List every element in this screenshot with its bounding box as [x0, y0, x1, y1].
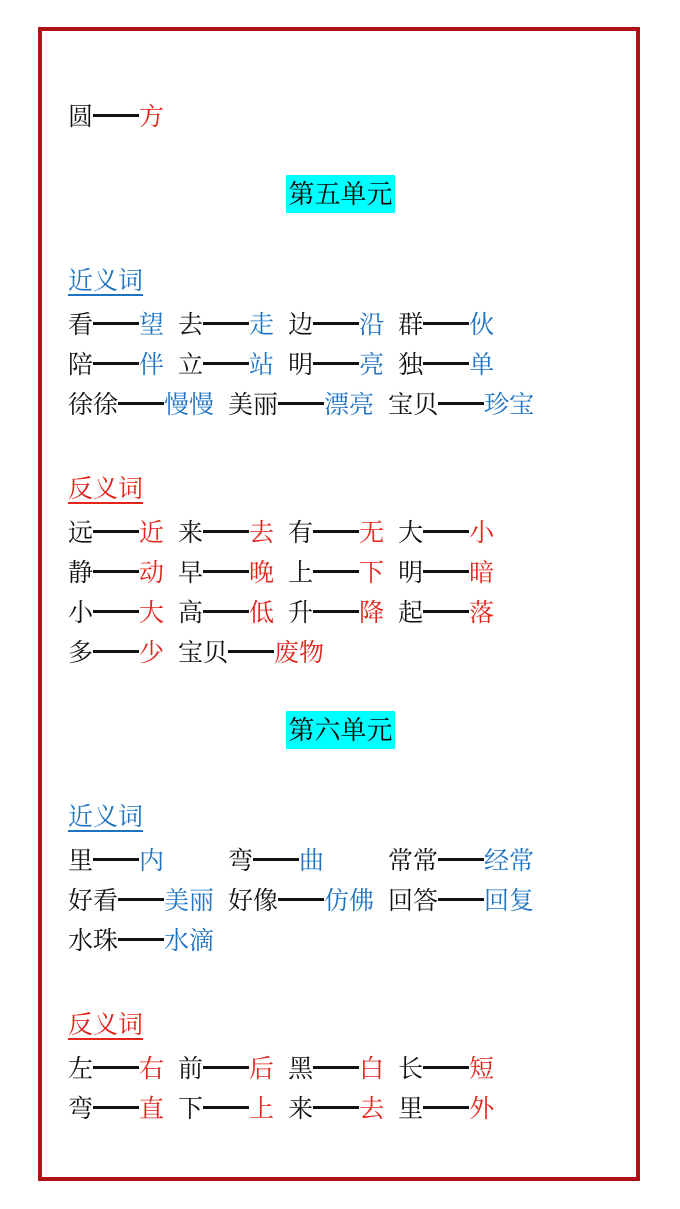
word-left: 好看: [68, 887, 119, 915]
word-pair: [68, 921, 228, 957]
word-pair: [178, 513, 274, 549]
word-pair: [68, 345, 164, 381]
dash-line: [278, 898, 324, 901]
word-pair-row: [68, 551, 613, 591]
word-left: 明: [288, 351, 314, 379]
group-heading-row: [68, 467, 613, 507]
dash-line: [93, 858, 139, 861]
dash-line: [118, 402, 164, 405]
word-right: 上: [249, 1095, 275, 1123]
word-right: 水滴: [164, 927, 215, 955]
word-right: 仿佛: [324, 887, 375, 915]
word-right: 去: [359, 1095, 385, 1123]
word-left: 远: [68, 519, 94, 547]
word-right: 站: [249, 351, 275, 379]
synonym-group: [68, 795, 613, 959]
dash-line: [313, 1066, 359, 1069]
word-right: 美丽: [164, 887, 215, 915]
word-pair: [68, 1089, 164, 1125]
word-left: 回答: [388, 887, 439, 915]
word-pair-row: [68, 303, 613, 343]
word-pair: [68, 97, 164, 133]
dash-line: [423, 322, 469, 325]
word-pair: [68, 513, 164, 549]
word-right: 后: [249, 1055, 275, 1083]
word-left: 水珠: [68, 927, 119, 955]
word-right: 少: [139, 639, 165, 667]
word-right: 沿: [359, 311, 385, 339]
word-pair: [228, 385, 374, 421]
word-left: 徐徐: [68, 391, 119, 419]
word-pair: [398, 305, 494, 341]
word-left: 长: [398, 1055, 424, 1083]
word-pair: [288, 513, 384, 549]
group-heading: 反义词: [68, 475, 144, 503]
unit-title-highlight: 第六单元: [286, 711, 394, 749]
word-right: 短: [469, 1055, 495, 1083]
dash-line: [93, 610, 139, 613]
word-left: 圆: [68, 103, 94, 131]
dash-line: [118, 938, 164, 941]
word-right: 降: [359, 599, 385, 627]
word-left: 弯: [228, 847, 254, 875]
word-pair: [398, 345, 494, 381]
word-pair-row: [68, 631, 613, 671]
word-pair: [68, 305, 164, 341]
dash-line: [93, 1066, 139, 1069]
word-pair-row: [68, 511, 613, 551]
word-pair: [288, 593, 384, 629]
word-right: 伴: [139, 351, 165, 379]
group-heading-row: [68, 1003, 613, 1043]
word-right: 曲: [299, 847, 325, 875]
word-pair: [398, 513, 494, 549]
word-right: 晚: [249, 559, 275, 587]
word-pair: [68, 841, 228, 877]
dash-line: [93, 570, 139, 573]
dash-line: [93, 530, 139, 533]
word-right: 无: [359, 519, 385, 547]
word-pair: [398, 1049, 494, 1085]
word-left: 好像: [228, 887, 279, 915]
word-pair-row: [68, 383, 613, 423]
dash-line: [203, 322, 249, 325]
word-left: 里: [398, 1095, 424, 1123]
dash-line: [313, 530, 359, 533]
dash-line: [253, 858, 299, 861]
dash-line: [203, 1066, 249, 1069]
word-pair: [178, 633, 324, 669]
word-pair: [68, 385, 214, 421]
word-right: 漂亮: [324, 391, 375, 419]
word-right: 珍宝: [484, 391, 535, 419]
word-left: 上: [288, 559, 314, 587]
group-heading: 反义词: [68, 1011, 144, 1039]
word-pair: [228, 841, 388, 877]
word-right: 废物: [274, 639, 325, 667]
word-right: 伙: [469, 311, 495, 339]
dash-line: [118, 898, 164, 901]
word-right: 走: [249, 311, 275, 339]
word-left: 多: [68, 639, 94, 667]
word-pair: [398, 553, 494, 589]
dash-line: [203, 362, 249, 365]
word-pair: [68, 553, 164, 589]
dash-line: [313, 1106, 359, 1109]
word-pair-row: [68, 919, 613, 959]
word-pair: [178, 553, 274, 589]
unit-title-row: [68, 711, 613, 751]
word-pair: [288, 305, 384, 341]
word-pair-row: [68, 1047, 613, 1087]
dash-line: [438, 858, 484, 861]
word-pair: [288, 553, 384, 589]
dash-line: [93, 114, 139, 117]
word-pair: [178, 1089, 274, 1125]
word-right: 直: [139, 1095, 165, 1123]
word-left: 看: [68, 311, 94, 339]
word-pair: [388, 385, 534, 421]
word-left: 前: [178, 1055, 204, 1083]
word-right: 白: [359, 1055, 385, 1083]
word-pair: [178, 305, 274, 341]
word-left: 独: [398, 351, 424, 379]
word-right: 落: [469, 599, 495, 627]
word-right: 去: [249, 519, 275, 547]
group-heading-row: [68, 259, 613, 299]
word-right: 暗: [469, 559, 495, 587]
word-pair: [68, 881, 228, 917]
word-pair-row: [68, 879, 613, 919]
word-left: 常常: [388, 847, 439, 875]
word-left: 边: [288, 311, 314, 339]
word-left: 宝贝: [388, 391, 439, 419]
dash-line: [423, 1106, 469, 1109]
word-right: 大: [139, 599, 165, 627]
unit-title-row: [68, 175, 613, 215]
word-left: 起: [398, 599, 424, 627]
word-left: 大: [398, 519, 424, 547]
word-pair: [288, 1049, 384, 1085]
dash-line: [438, 402, 484, 405]
word-right: 回复: [484, 887, 535, 915]
word-right: 单: [469, 351, 495, 379]
group-heading-row: [68, 795, 613, 835]
word-left: 弯: [68, 1095, 94, 1123]
word-pair: [388, 881, 613, 917]
word-right: 近: [139, 519, 165, 547]
word-right: 经常: [484, 847, 535, 875]
word-left: 来: [178, 519, 204, 547]
word-right: 小: [469, 519, 495, 547]
dash-line: [313, 322, 359, 325]
word-right: 低: [249, 599, 275, 627]
word-pair: [228, 881, 388, 917]
dash-line: [423, 570, 469, 573]
word-left: 静: [68, 559, 94, 587]
word-pair-row: [68, 1087, 613, 1127]
dash-line: [423, 362, 469, 365]
word-left: 明: [398, 559, 424, 587]
word-pair-row: [68, 343, 613, 383]
intro-word-pair: [68, 95, 613, 135]
dash-line: [278, 402, 324, 405]
dash-line: [228, 650, 274, 653]
synonym-group: [68, 259, 613, 423]
word-left: 早: [178, 559, 204, 587]
document-content: [68, 31, 613, 1127]
dash-line: [438, 898, 484, 901]
word-right: 方: [139, 103, 165, 131]
word-pair: [68, 593, 164, 629]
unit-title-highlight: 第五单元: [286, 175, 394, 213]
word-right: 慢慢: [164, 391, 215, 419]
word-left: 美丽: [228, 391, 279, 419]
word-right: 动: [139, 559, 165, 587]
dash-line: [423, 530, 469, 533]
antonym-group: [68, 1003, 613, 1127]
word-pair: [288, 1089, 384, 1125]
dash-line: [93, 362, 139, 365]
word-right: 外: [469, 1095, 495, 1123]
word-right: 右: [139, 1055, 165, 1083]
antonym-group: [68, 467, 613, 671]
word-left: 里: [68, 847, 94, 875]
dash-line: [313, 362, 359, 365]
group-heading: 近义词: [68, 267, 144, 295]
dash-line: [203, 530, 249, 533]
word-left: 有: [288, 519, 314, 547]
word-pair: [178, 593, 274, 629]
word-left: 下: [178, 1095, 204, 1123]
word-left: 高: [178, 599, 204, 627]
word-left: 群: [398, 311, 424, 339]
word-left: 升: [288, 599, 314, 627]
dash-line: [313, 610, 359, 613]
word-left: 立: [178, 351, 204, 379]
dash-line: [423, 610, 469, 613]
word-pair: [288, 345, 384, 381]
word-left: 去: [178, 311, 204, 339]
unit-section: [68, 711, 613, 1127]
word-right: 下: [359, 559, 385, 587]
word-left: 左: [68, 1055, 94, 1083]
word-right: 内: [139, 847, 165, 875]
dash-line: [93, 322, 139, 325]
word-left: 来: [288, 1095, 314, 1123]
word-pair: [68, 633, 164, 669]
word-left: 宝贝: [178, 639, 229, 667]
dash-line: [93, 650, 139, 653]
word-pair-row: [68, 839, 613, 879]
units-container: [68, 175, 613, 1127]
word-left: 小: [68, 599, 94, 627]
word-left: 黑: [288, 1055, 314, 1083]
word-pair-row: [68, 591, 613, 631]
dash-line: [203, 610, 249, 613]
dash-line: [313, 570, 359, 573]
dash-line: [203, 570, 249, 573]
dash-line: [203, 1106, 249, 1109]
word-pair: [68, 1049, 164, 1085]
dash-line: [93, 1106, 139, 1109]
word-right: 亮: [359, 351, 385, 379]
word-pair: [398, 1089, 494, 1125]
word-left: 陪: [68, 351, 94, 379]
word-pair: [178, 1049, 274, 1085]
unit-section: [68, 175, 613, 671]
word-pair: [178, 345, 274, 381]
dash-line: [423, 1066, 469, 1069]
word-right: 望: [139, 311, 165, 339]
word-pair: [398, 593, 494, 629]
group-heading: 近义词: [68, 803, 144, 831]
word-pair: [388, 841, 613, 877]
